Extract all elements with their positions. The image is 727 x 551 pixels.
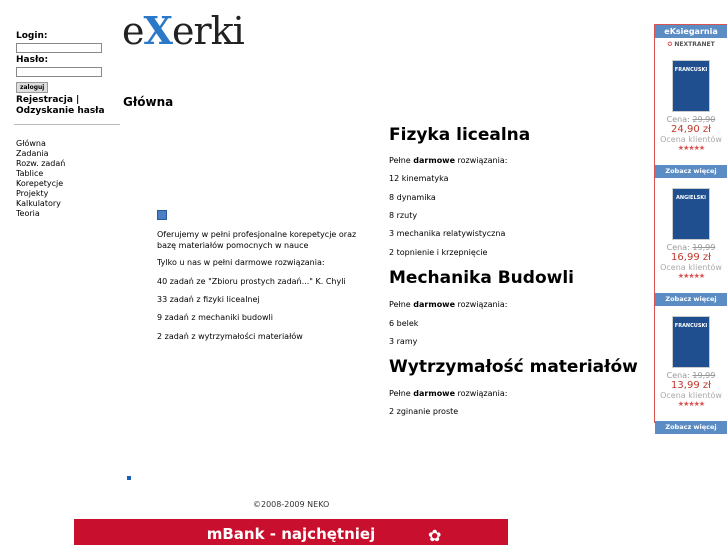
section-item[interactable]: 3 ramy bbox=[389, 337, 418, 346]
rating-stars: ★★★★★ bbox=[677, 400, 705, 408]
section-item[interactable]: 8 dynamika bbox=[389, 193, 436, 202]
page-title: Główna bbox=[123, 95, 174, 109]
intro-post: rozwiązania: bbox=[455, 389, 508, 398]
section-item[interactable]: 2 zginanie proste bbox=[389, 407, 459, 416]
banner-text: mBank - najchętniej bbox=[206, 525, 376, 543]
sidebar-divider bbox=[14, 124, 120, 125]
book-new-price: 24,90 zł bbox=[671, 124, 711, 135]
book-cover-title: ANGIELSKI bbox=[676, 195, 706, 201]
bookstore-widget bbox=[654, 24, 727, 431]
book-cover[interactable] bbox=[672, 60, 710, 112]
section-item[interactable]: 8 rzuty bbox=[389, 211, 418, 220]
logo-letter-x: X bbox=[143, 8, 172, 53]
summary-item: 2 zadań z wytrzymałości materiałów bbox=[157, 332, 303, 341]
see-more-button[interactable]: Zobacz więcej bbox=[655, 293, 727, 306]
rating-label: Ocena klientów bbox=[660, 263, 722, 272]
intro-pre: Pełne bbox=[389, 156, 414, 165]
nav-item-rozw-zadan[interactable]: Rozw. zadań bbox=[16, 159, 66, 168]
logo-letter-e: e bbox=[122, 9, 144, 53]
summary-item: 40 zadań ze "Zbioru prostych zadań..." K. Chyli bbox=[157, 277, 346, 286]
section-intro bbox=[389, 389, 507, 398]
section-intro bbox=[389, 300, 507, 309]
section-title-wytrzymalosc: Wytrzymałość materiałów bbox=[389, 357, 638, 377]
intro-pre: Pełne bbox=[389, 389, 414, 398]
book-old-price bbox=[655, 371, 727, 380]
intro-bold: darmowe bbox=[413, 300, 455, 309]
price-label: Cena: bbox=[666, 371, 690, 380]
site-logo[interactable] bbox=[122, 8, 244, 53]
intro-post: rozwiązania: bbox=[455, 156, 508, 165]
rating-label: Ocena klientów bbox=[660, 135, 722, 144]
book-cover[interactable] bbox=[672, 316, 710, 368]
rating-label: Ocena klientów bbox=[660, 391, 722, 400]
see-more-button[interactable]: Zobacz więcej bbox=[655, 165, 727, 178]
section-title-fizyka: Fizyka licealna bbox=[389, 125, 531, 145]
nav-item-zadania[interactable]: Zadania bbox=[16, 149, 49, 158]
blue-square-marker bbox=[127, 476, 131, 480]
price-label: Cena: bbox=[666, 243, 690, 252]
nav-item-tablice[interactable]: Tablice bbox=[16, 169, 44, 178]
section-item[interactable]: 3 mechanika relatywistyczna bbox=[389, 229, 506, 238]
only-here-text: Tylko u nas w pełni darmowe rozwiązania: bbox=[157, 258, 325, 267]
book-new-price: 16,99 zł bbox=[671, 252, 711, 263]
bookstore-brand-text: NEXTRANET bbox=[674, 41, 715, 48]
nextranet-logo-icon: ✪ bbox=[667, 41, 673, 48]
book-old-price bbox=[655, 243, 727, 252]
rating-stars: ★★★★★ bbox=[677, 144, 705, 152]
intro-pre: Pełne bbox=[389, 300, 414, 309]
book-cover-title: FRANCUSKI bbox=[674, 67, 708, 73]
forgot-password-link[interactable]: Odzyskanie hasła bbox=[16, 106, 105, 116]
book-old-price bbox=[655, 115, 727, 124]
mbank-banner[interactable] bbox=[74, 519, 508, 545]
section-title-mechanika: Mechanika Budowli bbox=[389, 268, 574, 288]
price-label: Cena: bbox=[666, 115, 690, 124]
login-input[interactable] bbox=[16, 43, 102, 53]
bookstore-brand[interactable] bbox=[655, 41, 727, 48]
summary-item: 33 zadań z fizyki licealnej bbox=[157, 295, 260, 304]
bookstore-title: eKsiegarnia bbox=[655, 25, 727, 38]
intro-text: Oferujemy w pełni profesjonalne korepetycje oraz bazę materiałów pomocnych w nauce bbox=[157, 230, 357, 250]
rating-stars: ★★★★★ bbox=[677, 272, 705, 280]
copyright: ©2008-2009 NEKO bbox=[253, 500, 330, 509]
intro-post: rozwiązania: bbox=[455, 300, 508, 309]
book-cover-title: FRANCUSKI bbox=[674, 323, 708, 329]
nav-item-kalkulatory[interactable]: Kalkulatory bbox=[16, 199, 61, 208]
section-intro bbox=[389, 156, 507, 165]
intro-bold: darmowe bbox=[413, 389, 455, 398]
info-icon bbox=[157, 210, 167, 220]
nav-item-teoria[interactable]: Teoria bbox=[16, 209, 40, 218]
login-label: Login: bbox=[16, 31, 48, 41]
old-price-value: 29,90 bbox=[692, 115, 716, 124]
book-new-price: 13,99 zł bbox=[671, 380, 711, 391]
register-link[interactable]: Rejestracja | bbox=[16, 95, 80, 105]
flower-icon: ✿ bbox=[428, 526, 442, 545]
sidebar-nav bbox=[16, 139, 65, 219]
section-item[interactable]: 2 topnienie i krzepnięcie bbox=[389, 248, 488, 257]
summary-item: 9 zadań z mechaniki budowli bbox=[157, 313, 273, 322]
see-more-button[interactable]: Zobacz więcej bbox=[655, 421, 727, 434]
password-label: Hasło: bbox=[16, 55, 49, 65]
book-cover[interactable] bbox=[672, 188, 710, 240]
logo-rest: erki bbox=[171, 9, 244, 53]
old-price-value: 19,99 bbox=[692, 243, 716, 252]
nav-item-glowna[interactable]: Główna bbox=[16, 139, 46, 148]
intro-bold: darmowe bbox=[413, 156, 455, 165]
nav-item-projekty[interactable]: Projekty bbox=[16, 189, 49, 198]
old-price-value: 19,99 bbox=[692, 371, 716, 380]
nav-item-korepetycje[interactable]: Korepetycje bbox=[16, 179, 64, 188]
login-button[interactable]: zaloguj bbox=[16, 82, 48, 93]
section-item[interactable]: 12 kinematyka bbox=[389, 174, 449, 183]
password-input[interactable] bbox=[16, 67, 102, 77]
section-item[interactable]: 6 belek bbox=[389, 319, 419, 328]
